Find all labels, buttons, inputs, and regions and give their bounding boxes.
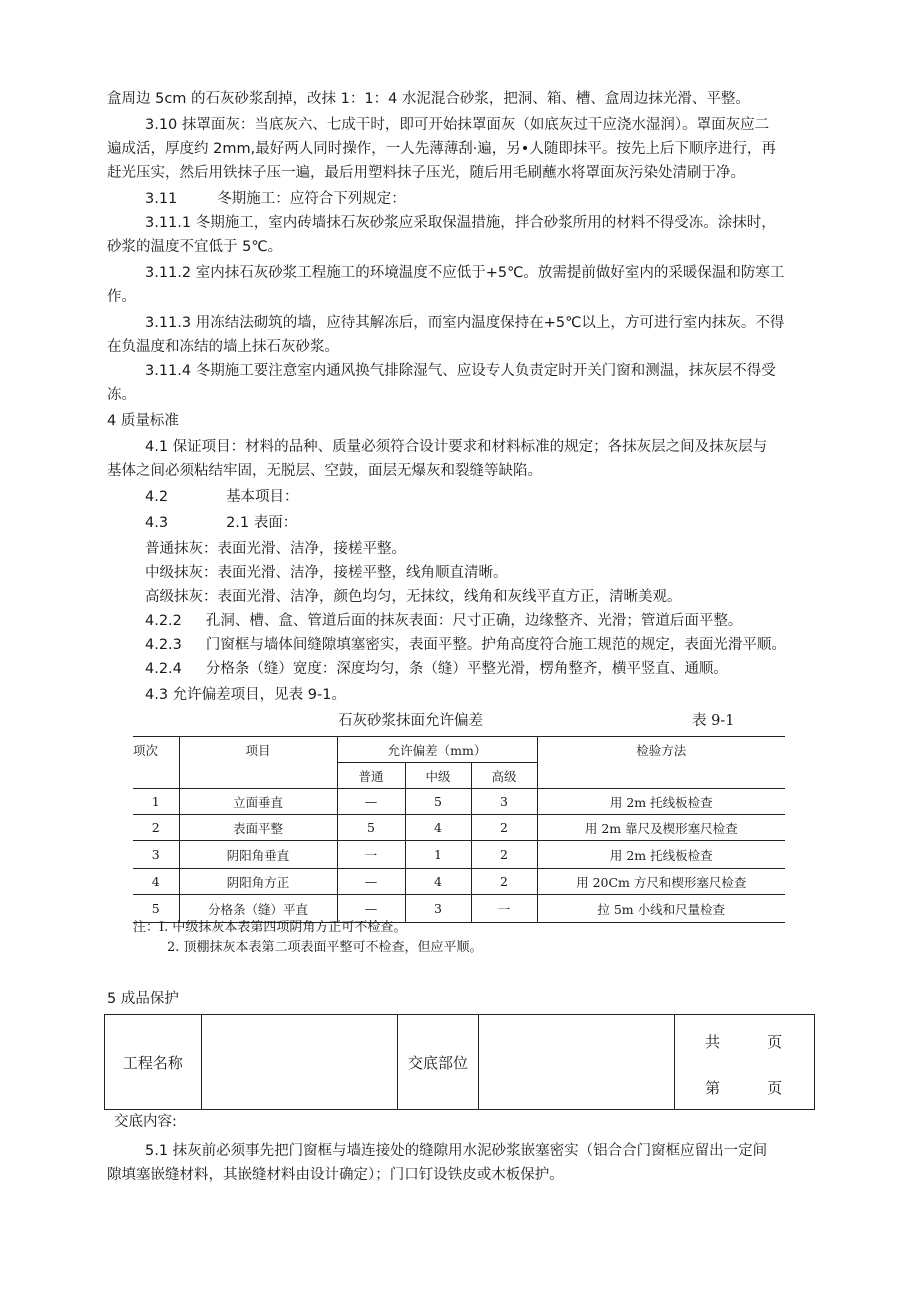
cell-medium: 1	[405, 841, 471, 869]
page-count-cell	[675, 1015, 815, 1110]
high-plaster-line: 高级抹灰：表面光滑、洁净，颜色均匀，无抹纹，线角和灰线平直方正，清晰美观。	[145, 589, 682, 605]
section-5-heading: 5 成品保护	[107, 991, 179, 1007]
header-tolerance: 允许偏差（mm）	[337, 737, 537, 763]
cell-index: 1	[133, 789, 179, 815]
table-note-1: 注：I. 中级抹灰本表第四项阴角方正可不检查。	[133, 920, 407, 935]
paragraph-3-11-2-line2: 作。	[107, 289, 136, 305]
header-index: 项次	[133, 737, 179, 789]
section-text: 门窗框与墙体间缝隙填塞密实，表面平整。护角高度符合施工规范的规定，表面光滑平顺。	[205, 637, 786, 653]
cell-high: 一	[471, 895, 537, 923]
normal-plaster-line: 普通抹灰：表面光滑、洁净，接槎平整。	[145, 541, 406, 557]
header-high: 高级	[471, 763, 537, 789]
paragraph-3-11-3-line2: 在负温度和冻结的墙上抹石灰砂浆。	[107, 339, 339, 355]
cell-normal: 5	[337, 815, 405, 841]
cell-item: 表面平整	[179, 815, 337, 841]
table-row	[133, 841, 785, 869]
page-label-2: 页	[767, 1079, 783, 1097]
section-4-heading: 4 质量标准	[107, 413, 179, 429]
cell-normal: —	[337, 895, 405, 923]
tolerance-table	[133, 736, 785, 923]
table-row	[133, 789, 785, 815]
section-text: 分格条（缝）宽度：深度均匀，条（缝）平整光滑，楞角整齐，横平竖直、通顺。	[205, 661, 728, 677]
paragraph-3-10-line2: 遍成活，厚度约 2mm,最好两人同时操作，一人先薄薄刮·遍，另•人随即抹平。按先上后下顺序进行，再	[107, 141, 776, 157]
section-text: 孔洞、槽、盒、管道后面的抹灰表面：尺寸正确，边缘整齐、光滑；管道后面平整。	[205, 613, 743, 629]
cell-method: 用 2m 托线板检查	[537, 789, 785, 815]
total-label: 共	[705, 1033, 721, 1051]
cell-method: 拉 5m 小线和尺量检查	[537, 895, 785, 923]
cell-medium: 3	[405, 895, 471, 923]
cell-normal: —	[337, 789, 405, 815]
cell-medium: 5	[405, 789, 471, 815]
section-number: 4.2.3	[145, 637, 182, 653]
paragraph-3-11-4-line2: 冻。	[107, 387, 136, 403]
paragraph-4-3-tolerance: 4.3 允许偏差项目，见表 9-1。	[145, 687, 346, 703]
paragraph-3-11	[145, 189, 406, 209]
cell-high: 3	[471, 789, 537, 815]
project-name-label: 工程名称	[105, 1015, 202, 1110]
section-number: 4.2.2	[145, 613, 182, 629]
cell-high: 2	[471, 841, 537, 869]
paragraph-4-2-4	[145, 659, 728, 679]
paragraph-5-1-line2: 隙填塞嵌缝材料，其嵌缝材料由设计确定）；门口钉设铁皮或木板保护。	[107, 1167, 564, 1183]
table-row	[133, 815, 785, 841]
section-text: 2.1 表面：	[226, 515, 298, 531]
medium-plaster-line: 中级抹灰：表面光滑、洁净，接槎平整，线角顺直清晰。	[145, 565, 508, 581]
section-text: 基本项目：	[226, 489, 299, 505]
paragraph-3-11-1-line2: 砂浆的温度不宜低于 5℃。	[107, 239, 283, 255]
cell-item: 阴阳角垂直	[179, 841, 337, 869]
cell-index: 3	[133, 841, 179, 869]
section-text: 冬期施工：应符合下列规定：	[217, 191, 406, 207]
cell-method: 用 2m 靠尺及楔形塞尺检查	[537, 815, 785, 841]
paragraph-4-2-2	[145, 611, 742, 631]
cell-normal: 一	[337, 841, 405, 869]
paragraph-4-3	[145, 513, 297, 533]
section-number: 4.2.4	[145, 661, 182, 677]
paragraph-5-1-line1: 5.1 抹灰前必须事先把门窗框与墙连接处的缝隙用水泥砂浆嵌塞密实（铝合合门窗框应留出一定间	[145, 1143, 768, 1159]
paragraph-3-10-line1: 3.10 抹罩面灰：当底灰六、七成干时，即可开始抹罩面灰（如底灰过干应浇水湿润）。罩面灰应二	[145, 117, 770, 133]
paragraph-4-2	[145, 487, 299, 507]
header-method: 检验方法	[537, 737, 785, 789]
cell-index: 5	[133, 895, 179, 923]
paragraph-4-1-line2: 基体之间必须粘结牢固，无脱层、空鼓，面层无爆灰和裂缝等缺陷。	[107, 463, 542, 479]
cell-item: 阴阳角方正	[179, 869, 337, 895]
paragraph-3-11-2-line1: 3.11.2 室内抹石灰砂浆工程施工的环境温度不应低于+5℃。放需提前做好室内的采暖保温和防寒工	[145, 265, 785, 281]
paragraph-3-10-line3: 赶光压实，然后用铁抹子压一遍，最后用塑料抹子压光，随后用毛刷蘸水将罩面灰污染处清刷于净。	[107, 165, 745, 181]
handover-part-value[interactable]	[479, 1015, 675, 1110]
paragraph-3-11-4-line1: 3.11.4 冬期施工要注意室内通风换气排除湿气、应设专人负责定时开关门窗和测温，抹灰层不得受	[145, 363, 776, 379]
paragraph-line: 盒周边 5cm 的石灰砂浆刮掉，改抹 1：1：4 水泥混合砂浆，把洞、箱、槽、盒周边抹光滑、平整。	[107, 91, 750, 107]
section-number: 4.2	[145, 489, 169, 505]
handover-header-table	[104, 1014, 815, 1110]
cell-method: 用 2m 托线板检查	[537, 841, 785, 869]
cell-item: 立面垂直	[179, 789, 337, 815]
table-note-2: 2. 顶棚抹灰本表第二项表面平整可不检查，但应平顺。	[167, 940, 483, 955]
paragraph-4-2-3	[145, 635, 786, 655]
section-number: 4.3	[145, 515, 169, 531]
nth-label: 第	[705, 1079, 721, 1097]
table-title: 石灰砂浆抹面允许偏差	[338, 713, 483, 729]
handover-part-label: 交底部位	[397, 1015, 479, 1110]
cell-index: 2	[133, 815, 179, 841]
header-medium: 中级	[405, 763, 471, 789]
page-label: 页	[767, 1033, 783, 1051]
cell-medium: 4	[405, 869, 471, 895]
cell-normal: —	[337, 869, 405, 895]
paragraph-3-11-3-line1: 3.11.3 用冻结法砌筑的墙，应待其解冻后，而室内温度保持在+5℃以上，方可进行室内抹灰。不得	[145, 315, 785, 331]
table-number: 表 9-1	[692, 713, 735, 729]
cell-method: 用 20Cm 方尺和楔形塞尺检查	[537, 869, 785, 895]
paragraph-4-1-line1: 4.1 保证项目：材料的品种、质量必须符合设计要求和材料标准的规定；各抹灰层之间及抹灰层与	[145, 439, 768, 455]
cell-high: 2	[471, 815, 537, 841]
header-item: 项目	[179, 737, 337, 789]
handover-content-label: 交底内容:	[114, 1114, 177, 1130]
cell-high: 2	[471, 869, 537, 895]
project-name-value[interactable]	[201, 1015, 397, 1110]
table-row	[133, 869, 785, 895]
paragraph-3-11-1-line1: 3.11.1 冬期施工，室内砖墙抹石灰砂浆应采取保温措施，拌合砂浆所用的材料不得受冻。涂抹时，	[145, 215, 776, 231]
header-normal: 普通	[337, 763, 405, 789]
section-number: 3.11	[145, 191, 178, 207]
cell-medium: 4	[405, 815, 471, 841]
cell-index: 4	[133, 869, 179, 895]
cell-item: 分格条（缝）平直	[179, 895, 337, 923]
